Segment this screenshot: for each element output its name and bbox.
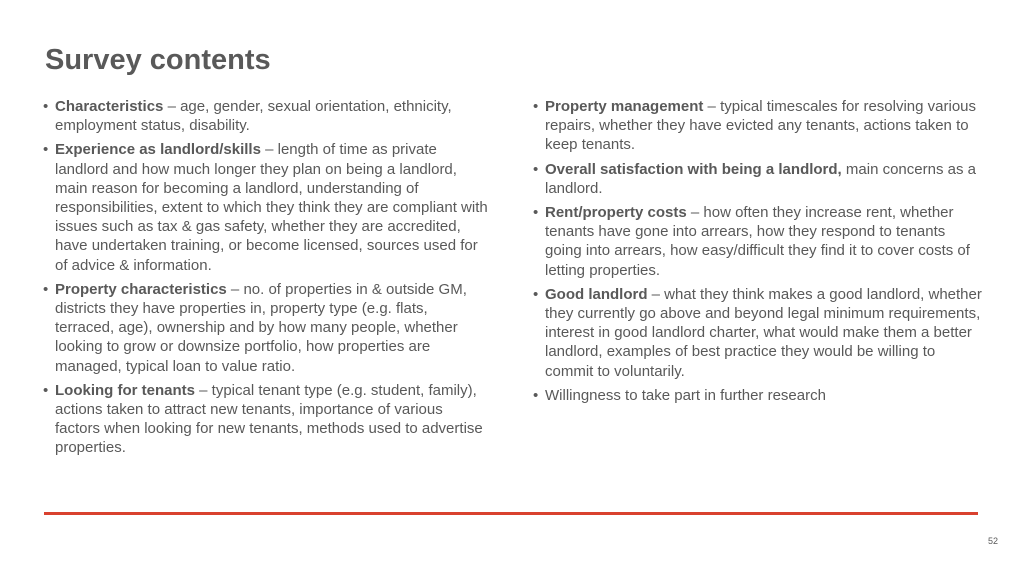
item-heading: Experience as landlord/skills [55, 141, 261, 159]
bullet-icon: • [533, 285, 539, 303]
right-bullet-list [534, 97, 984, 410]
page-number: 52 [987, 536, 998, 546]
page-title: Survey contents [45, 44, 271, 76]
list-item [534, 97, 984, 155]
item-text: Willingness to take part in further research [545, 386, 826, 404]
item-heading: Rent/property costs [545, 204, 687, 222]
item-text: – typical timescales for resolving various repairs, whether they have evicted any tenants, actions taken to keep tenants. [545, 98, 976, 154]
bullet-icon: • [43, 98, 49, 115]
list-item [44, 280, 489, 376]
item-heading: Looking for tenants [55, 381, 195, 399]
item-heading: Property management [545, 98, 704, 115]
item-heading: Characteristics [55, 98, 164, 115]
item-text: – what they think makes a good landlord, whether they currently go above and beyond legal minimum requirements, interest in good landlord charter, what would make them a better landlord, examples of best practice they would be willing to commit to voluntarily. [545, 285, 982, 380]
list-item [534, 285, 984, 381]
list-item [44, 140, 489, 274]
item-heading: Overall satisfaction with being a landlord, [545, 160, 842, 178]
item-text: – typical tenant type (e.g. student, family), actions taken to attract new tenants, importance of various factors when looking for new tenants, methods used to advertise properties. [55, 381, 483, 457]
bullet-icon: • [533, 204, 539, 222]
item-text: – no. of properties in & outside GM, districts they have properties in, property type (e.g. flats, terraced, age), ownership and by how many people, whether looking to grow or downsize portfolio, how properties are managed, typical loan to value ratio. [55, 280, 467, 375]
item-text: – age, gender, sexual orientation, ethnicity, employment status, disability. [55, 98, 452, 135]
list-item [44, 97, 489, 135]
list-item [534, 203, 984, 280]
bullet-icon: • [533, 386, 539, 404]
item-text: main concerns as a landlord. [545, 160, 976, 197]
bullet-icon: • [533, 160, 539, 178]
bullet-icon: • [533, 98, 539, 115]
footer-divider [44, 512, 978, 515]
list-item [44, 381, 489, 458]
bullet-icon: • [43, 141, 49, 159]
item-text: – how often they increase rent, whether tenants have gone into arrears, how they respond to tenants going into arrears, how easy/difficult they find it to cover costs of letting properties. [545, 204, 970, 279]
list-item [534, 386, 984, 405]
item-heading: Property characteristics [55, 280, 227, 298]
list-item [534, 160, 984, 198]
item-heading: Good landlord [545, 285, 648, 303]
item-text: – length of time as private landlord and how much longer they plan on being a landlord, main reason for becoming a landlord, understanding of responsibilities, extent to which they think they are compliant with issues such as tax & gas safety, whether they are accredited, have undertaken training, or become licensed, sources used for of advice & information. [55, 141, 488, 274]
bullet-icon: • [43, 280, 49, 298]
left-bullet-list [44, 97, 489, 463]
bullet-icon: • [43, 381, 49, 399]
